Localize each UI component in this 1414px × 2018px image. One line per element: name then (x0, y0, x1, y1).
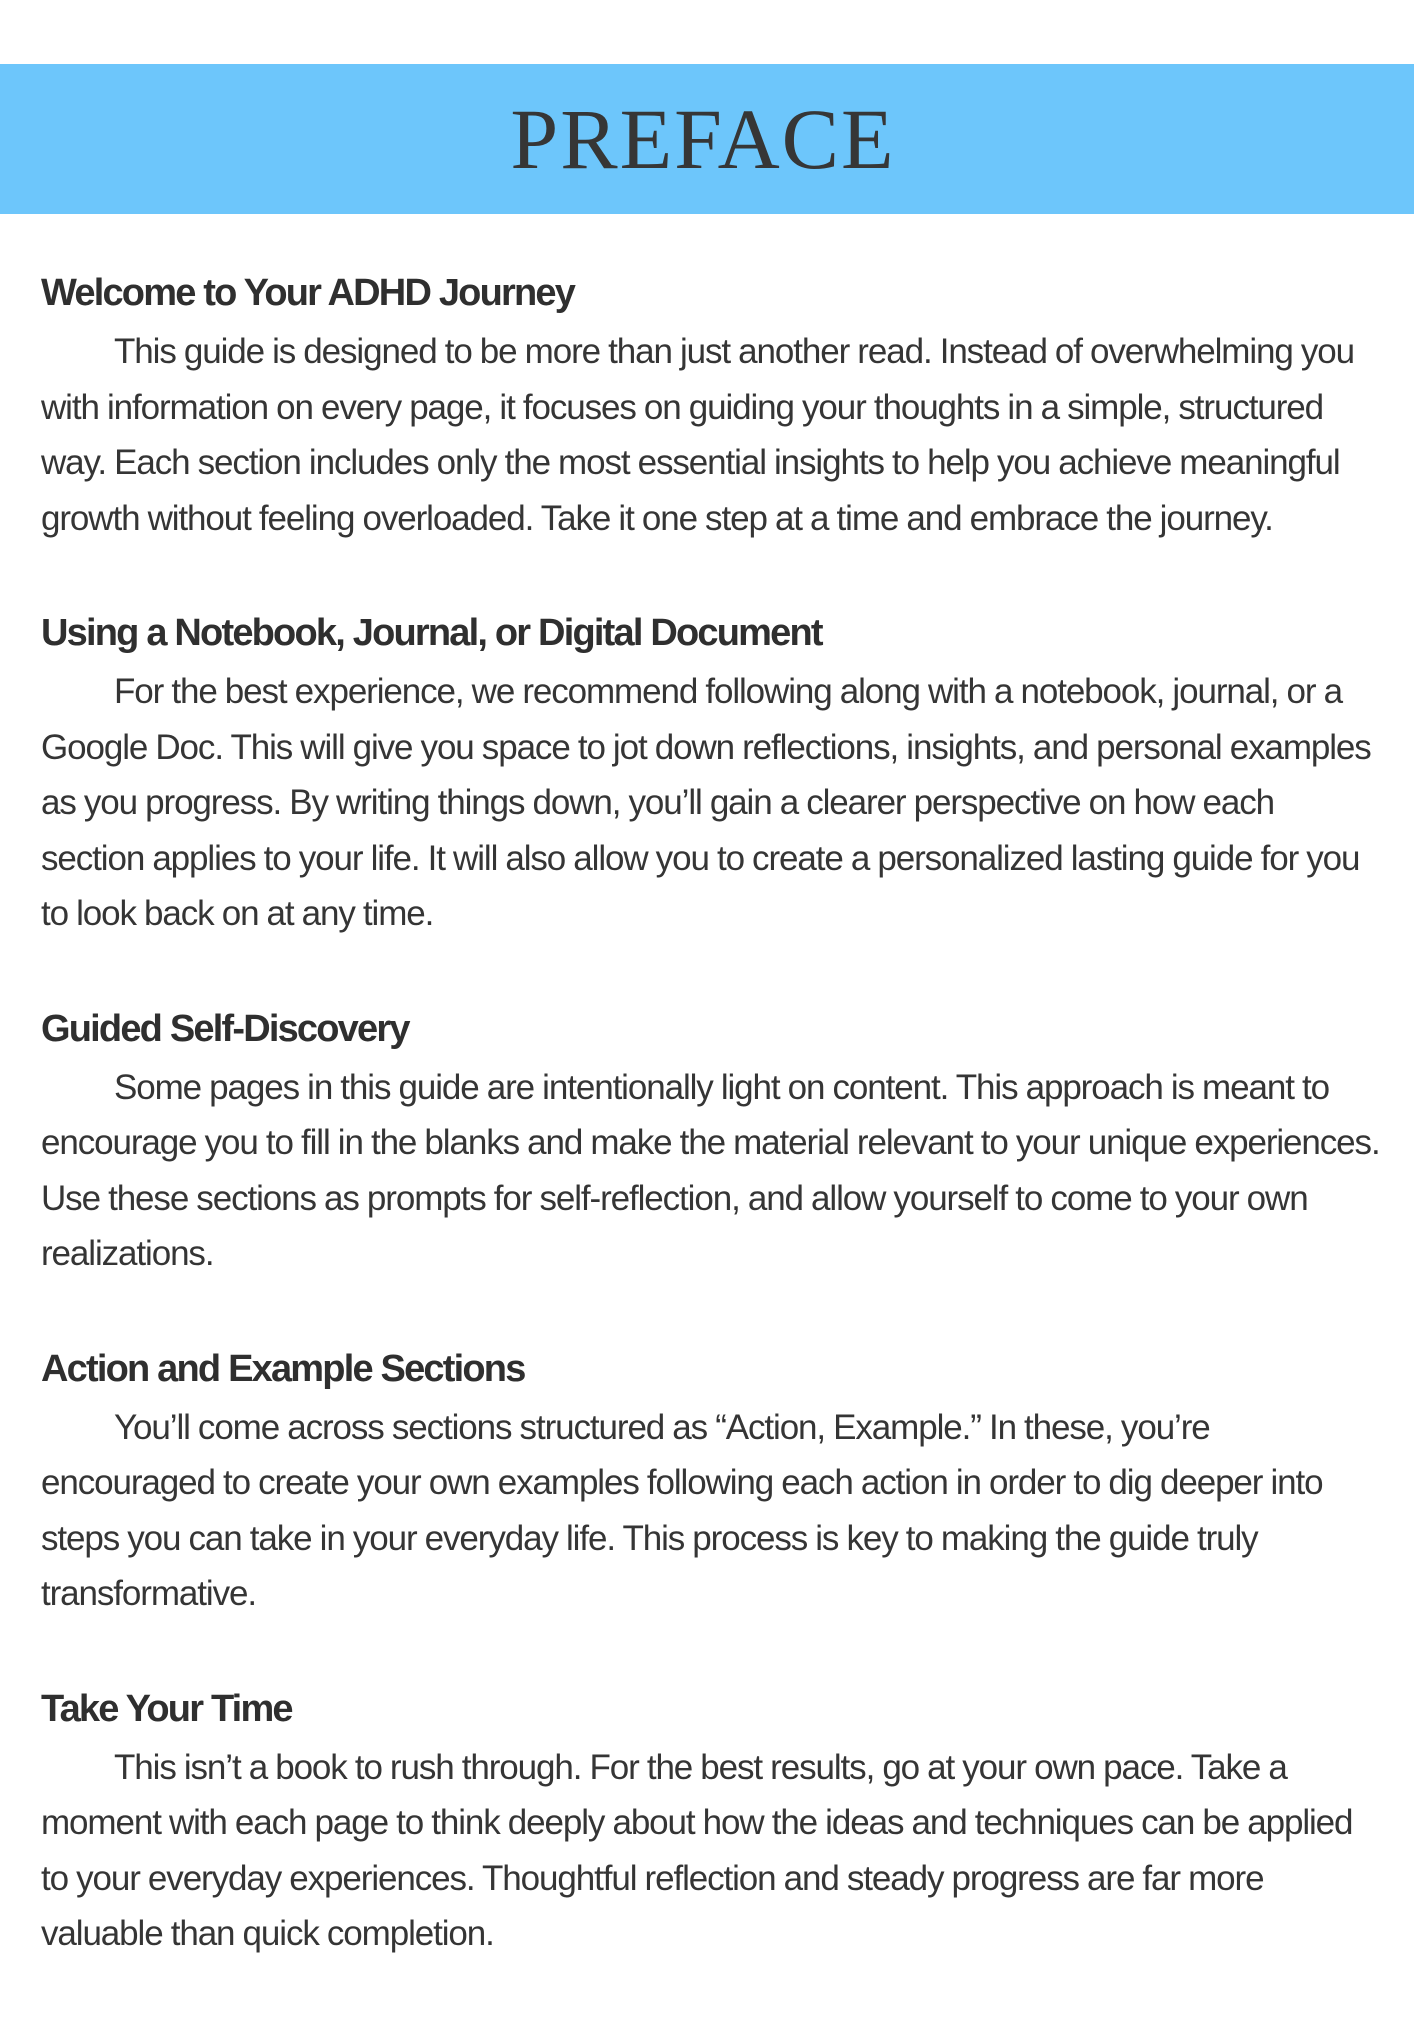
section-heading: Welcome to Your ADHD Journey (41, 272, 575, 314)
section-heading: Guided Self-Discovery (41, 1007, 409, 1050)
section-take-your-time (41, 1678, 1381, 1962)
section-body: For the best experience, we recommend following along with a notebook, journal, or a Google Doc. This will give you space to jot down reflections, insights, and personal examples as you progress. By writing things down, you’ll gain a clearer perspective on how each section applies to your life. It will also allow you to create a personalized lasting guide for you to look back on at any time. (41, 672, 1371, 933)
section-body: This isn’t a book to rush through. For the best results, go at your own pace. Take a moment with each page to think deeply about how the ideas and techniques can be applied to your everyday experiences. Thoughtful reflection and steady progress are far more valuable than quick completion. (41, 1747, 1353, 1953)
section-welcome (41, 262, 1381, 546)
section-self-discovery (41, 998, 1381, 1282)
preface-content (41, 262, 1381, 2018)
section-body: Some pages in this guide are intentionally light on content. This approach is meant to encourage you to fill in the blanks and make the material relevant to your unique experiences. Use these sections as prompts for self-reflection, and allow yourself to come to your own realizations. (41, 1067, 1380, 1273)
section-heading: Take Your Time (41, 1687, 292, 1730)
page-title: PREFACE (510, 91, 896, 187)
section-heading: Using a Notebook, Journal, or Digital Document (41, 612, 822, 654)
section-notebook (41, 602, 1381, 942)
section-body: This guide is designed to be more than just another read. Instead of overwhelming you with information on every page, it focuses on guiding your thoughts in a simple, structured way. Each section includes only the most essential insights to help you achieve meaningful growth without feeling overloaded. Take it one step at a time and embrace the journey. (41, 332, 1355, 538)
section-action-example (41, 1338, 1381, 1622)
title-banner (0, 64, 1414, 214)
section-body: You’ll come across sections structured as “Action, Example.” In these, you’re encouraged to create your own examples following each action in order to dig deeper into steps you can take in your everyday life. This process is key to making the guide truly transformative. (41, 1407, 1323, 1613)
section-heading: Action and Example Sections (41, 1347, 525, 1390)
